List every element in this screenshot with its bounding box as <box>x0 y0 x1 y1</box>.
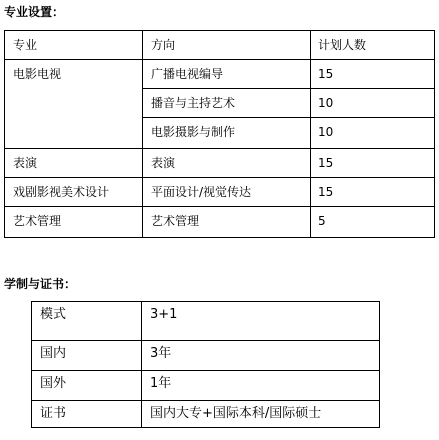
major-settings-table <box>4 30 435 238</box>
direction-cell: 广播电视编导 <box>143 60 311 89</box>
major-cell: 电影电视 <box>5 60 143 149</box>
section-title-program-certificate: 学制与证书： <box>4 277 77 291</box>
label-cell: 证书 <box>32 401 142 428</box>
header-cell-major: 专业 <box>5 31 143 60</box>
table-row <box>5 178 435 207</box>
program-certificate-table <box>31 301 380 428</box>
count-cell: 15 <box>311 149 435 178</box>
label-cell: 国外 <box>32 371 142 401</box>
major-cell: 艺术管理 <box>5 207 143 238</box>
major-cell: 戏剧影视美术设计 <box>5 178 143 207</box>
table-row <box>5 207 435 238</box>
direction-cell: 表演 <box>143 149 311 178</box>
count-cell: 5 <box>311 207 435 238</box>
direction-cell: 平面设计/视觉传达 <box>143 178 311 207</box>
section-title-major-settings: 专业设置： <box>4 5 65 19</box>
count-cell: 15 <box>311 60 435 89</box>
count-cell: 15 <box>311 178 435 207</box>
table-row <box>32 401 380 428</box>
label-cell: 国内 <box>32 341 142 371</box>
header-cell-planned-count: 计划人数 <box>311 31 435 60</box>
direction-cell: 艺术管理 <box>143 207 311 238</box>
table-row <box>5 60 435 89</box>
direction-cell: 播音与主持艺术 <box>143 89 311 118</box>
count-cell: 10 <box>311 118 435 149</box>
value-cell: 3年 <box>142 341 380 371</box>
label-cell: 模式 <box>32 302 142 341</box>
value-cell: 3+1 <box>142 302 380 341</box>
table-row <box>32 341 380 371</box>
table-row <box>32 371 380 401</box>
major-cell: 表演 <box>5 149 143 178</box>
direction-cell: 电影摄影与制作 <box>143 118 311 149</box>
count-cell: 10 <box>311 89 435 118</box>
table-row <box>32 302 380 341</box>
table-row <box>5 149 435 178</box>
value-cell: 国内大专+国际本科/国际硕士 <box>142 401 380 428</box>
value-cell: 1年 <box>142 371 380 401</box>
table-header-row <box>5 31 435 60</box>
header-cell-direction: 方向 <box>143 31 311 60</box>
